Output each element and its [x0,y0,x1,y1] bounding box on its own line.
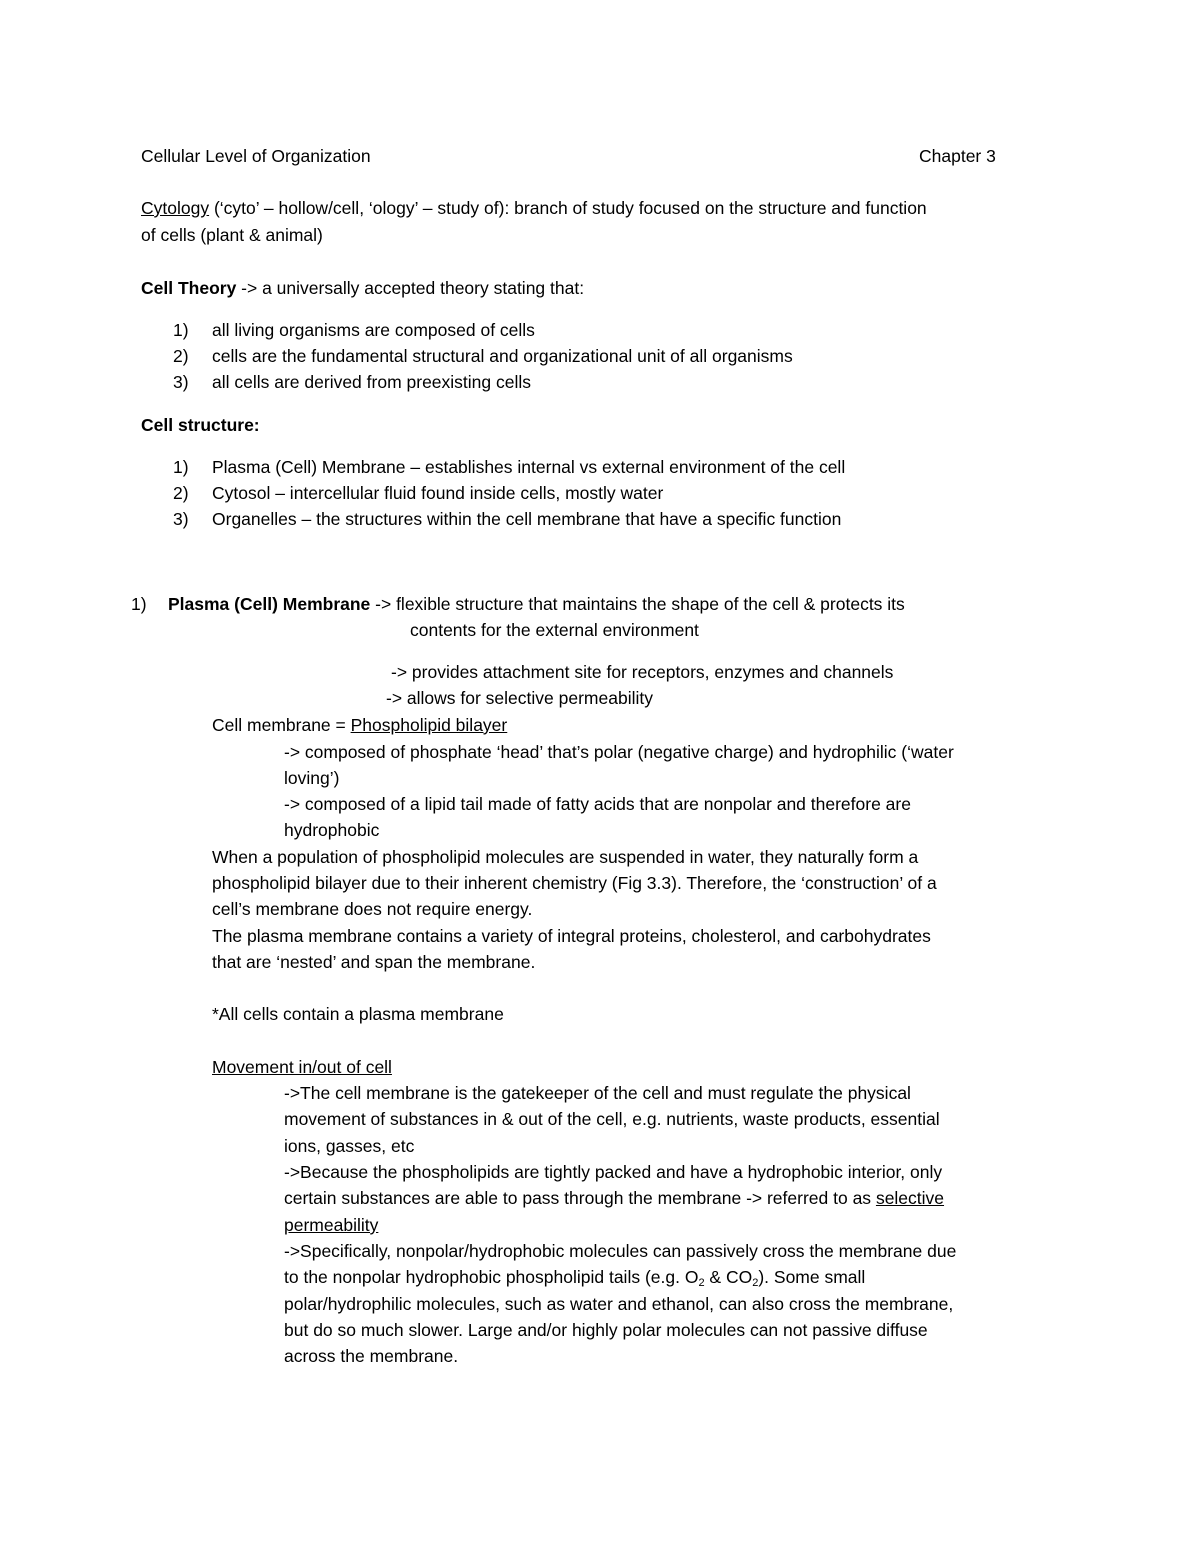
plasma-membrane-term: Plasma (Cell) Membrane [168,594,371,614]
list-item [173,455,189,479]
list-item [173,318,189,342]
plasma-membrane-desc: -> flexible structure that maintains the shape of the cell & protects its [370,594,905,614]
paragraph-line: movement of substances in & out of the cell, e.g. nutrients, waste products, essential [284,1109,940,1129]
paragraph-line: cell’s membrane does not require energy. [212,899,533,919]
list-number: 2) [173,483,189,503]
cell-theory-term: Cell Theory [141,278,237,298]
paragraph-line [284,1265,865,1289]
phospholipid-tail-desc-cont: hydrophobic [284,820,380,840]
list-item [173,370,189,394]
list-number: 3) [173,509,189,529]
plasma-membrane-point: -> provides attachment site for receptors, enzymes and channels [391,662,894,682]
list-number: 3) [173,372,189,392]
paragraph-line [284,1186,944,1210]
list-number: 1) [173,457,189,477]
bilayer-prefix: Cell membrane = [212,715,351,735]
list-item-text: all living organisms are composed of cells [212,320,535,340]
subscript: 2 [752,1277,759,1289]
cytology-definition [141,196,927,220]
cytology-definition-cont: of cells (plant & animal) [141,225,323,245]
chapter-label: Chapter 3 [919,146,996,166]
plasma-membrane-heading [168,592,905,616]
paragraph-text: to the nonpolar hydrophobic phospholipid tails (e.g. O [284,1267,699,1287]
paragraph-text: & CO [704,1267,753,1287]
list-item-text: Organelles – the structures within the cell membrane that have a specific function [212,509,842,529]
cytology-term: Cytology [141,198,210,218]
paragraph-line: but do so much slower. Large and/or highly polar molecules can not passive diffuse [284,1320,928,1340]
selective-term: selective [875,1188,945,1208]
list-item [173,344,189,368]
list-item-text: Cytosol – intercellular fluid found inside cells, mostly water [212,483,664,503]
bilayer-term: Phospholipid bilayer [350,715,508,735]
plasma-membrane-point: -> allows for selective permeability [386,688,653,708]
list-number: 2) [173,346,189,366]
phospholipid-head-desc: -> composed of phosphate ‘head’ that’s polar (negative charge) and hydrophilic (‘water [284,742,954,762]
list-item-text: all cells are derived from preexisting cells [212,372,532,392]
section-number: 1) [131,594,147,614]
list-number: 1) [173,320,189,340]
plasma-membrane-desc-cont: contents for the external environment [410,620,699,640]
paragraph-text: certain substances are able to pass through the membrane -> referred to as [284,1188,876,1208]
list-item [173,481,189,505]
phospholipid-tail-desc: -> composed of a lipid tail made of fatty acids that are nonpolar and therefore are [284,794,911,814]
paragraph-line: ->Because the phospholipids are tightly packed and have a hydrophobic interior, only [284,1162,943,1182]
plasma-membrane-note: *All cells contain a plasma membrane [212,1004,504,1024]
paragraph-line: The plasma membrane contains a variety of integral proteins, cholesterol, and carbohydrates [212,926,931,946]
paragraph-line: ions, gasses, etc [284,1136,415,1156]
document-title: Cellular Level of Organization [141,146,371,166]
cell-theory-intro-text: -> a universally accepted theory stating that: [236,278,585,298]
phospholipid-head-desc-cont: loving’) [284,768,340,788]
movement-heading: Movement in/out of cell [212,1057,392,1077]
paragraph-line: ->Specifically, nonpolar/hydrophobic molecules can passively cross the membrane due [284,1241,957,1261]
cytology-definition-text: (‘cyto’ – hollow/cell, ‘ology’ – study of): branch of study focused on the structure and function [209,198,927,218]
cell-theory-intro [141,276,584,300]
permeability-term: permeability [284,1215,379,1235]
paragraph-line: that are ‘nested’ and span the membrane. [212,952,536,972]
paragraph-line: polar/hydrophilic molecules, such as water and ethanol, can also cross the membrane, [284,1294,954,1314]
list-item [173,507,189,531]
paragraph-line: across the membrane. [284,1346,459,1366]
paragraph-text: ). Some small [758,1267,866,1287]
paragraph-line: phospholipid bilayer due to their inherent chemistry (Fig 3.3). Therefore, the ‘construction’ of a [212,873,937,893]
paragraph-line: ->The cell membrane is the gatekeeper of the cell and must regulate the physical [284,1083,911,1103]
paragraph-line: When a population of phospholipid molecules are suspended in water, they naturally form a [212,847,919,867]
list-item-text: Plasma (Cell) Membrane – establishes internal vs external environment of the cell [212,457,846,477]
subscript: 2 [698,1277,705,1289]
list-item-text: cells are the fundamental structural and organizational unit of all organisms [212,346,793,366]
bilayer-definition [212,713,507,737]
cell-structure-heading: Cell structure: [141,415,260,435]
